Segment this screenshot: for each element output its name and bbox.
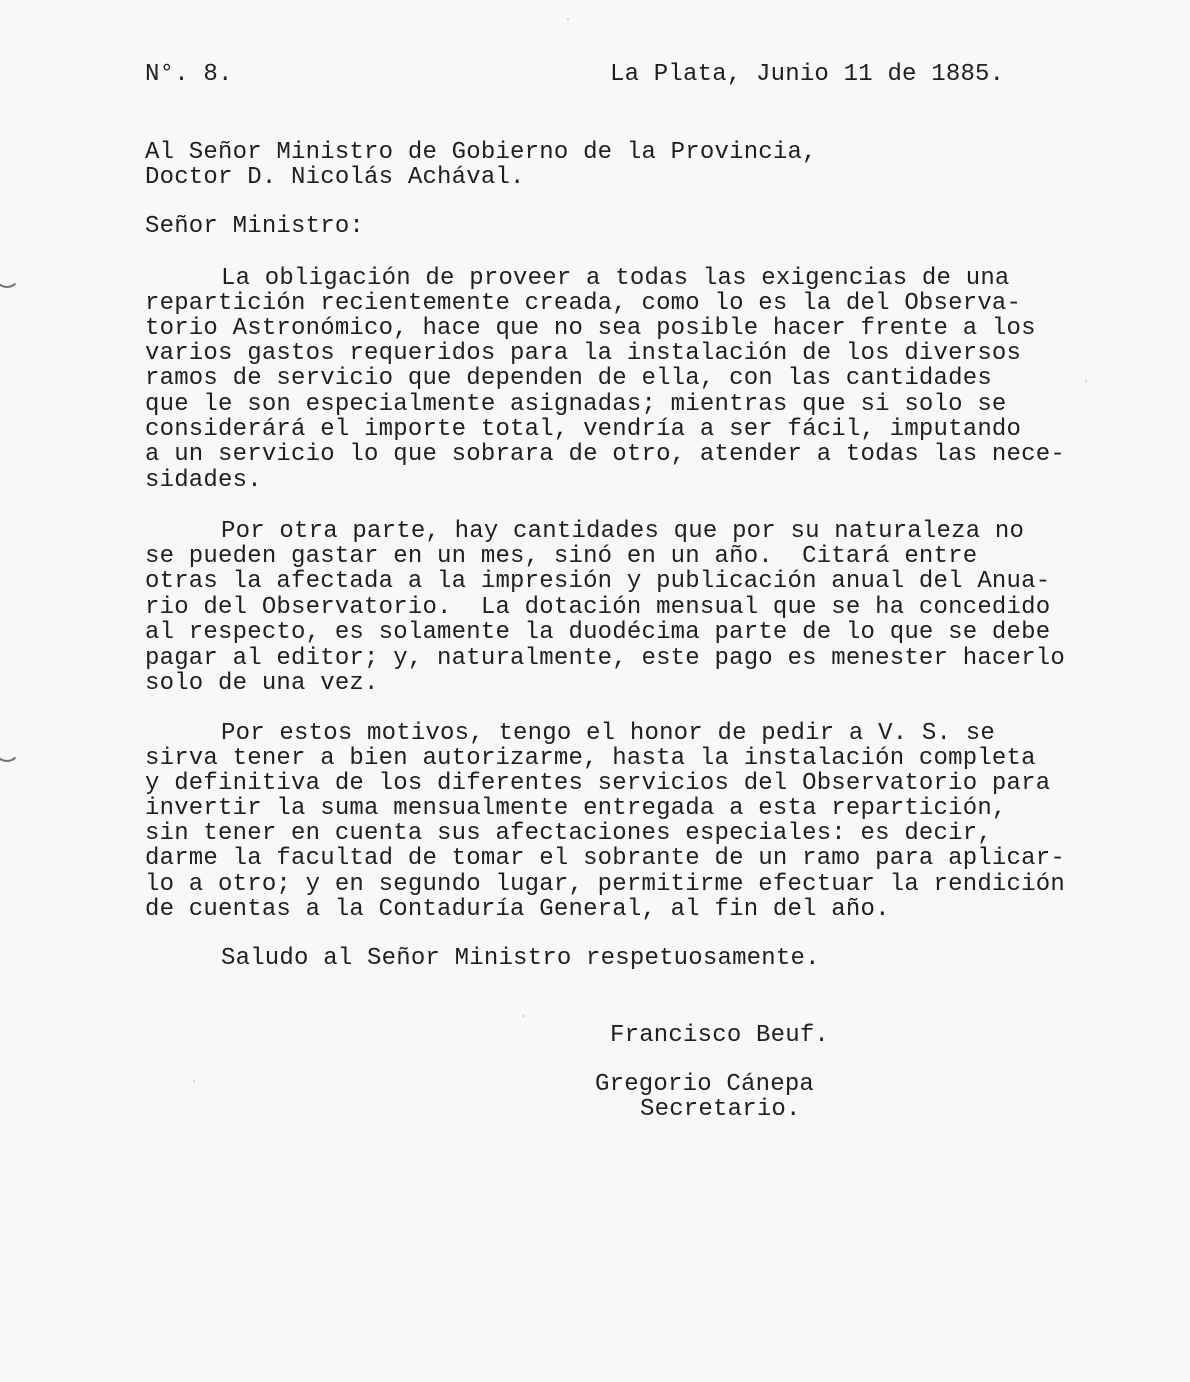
signature-secondary-title: Secretario. [640, 1096, 801, 1123]
recipient-line: Al Señor Ministro de Gobierno de la Provincia, [145, 139, 817, 166]
paragraph-1-line: repartición recientemente creada, como lo es la del Observa- [145, 290, 1022, 317]
paragraph-1-line: varios gastos requeridos para la instalación de los diversos [145, 340, 1022, 367]
paragraph-3-line: de cuentas a la Contaduría General, al fin del año. [145, 896, 890, 923]
paragraph-3-line: y definitiva de los diferentes servicios del Observatorio para [145, 770, 1051, 797]
paper-speck [522, 1015, 524, 1017]
paragraph-1-line: considerárá el importe total, vendría a ser fácil, imputando [145, 416, 1022, 443]
paper-speck [567, 18, 569, 20]
punch-hole-mark [0, 742, 20, 762]
place-date: La Plata, Junio 11 de 1885. [610, 61, 1005, 88]
paragraph-2-line: Por otra parte, hay cantidades que por su naturaleza no [221, 518, 1025, 545]
recipient-line: Doctor D. Nicolás Achával. [145, 164, 525, 191]
signature-primary: Francisco Beuf. [610, 1022, 830, 1049]
paragraph-1-line: que le son especialmente asignadas; mientras que si solo se [145, 391, 1007, 418]
paper-speck [1085, 380, 1087, 382]
paragraph-3-line: Por estos motivos, tengo el honor de pedir a V. S. se [221, 720, 995, 747]
paragraph-3-line: sirva tener a bien autorizarme, hasta la instalación completa [145, 745, 1036, 772]
salutation: Señor Ministro: [145, 213, 365, 240]
paragraph-2-line: solo de una vez. [145, 670, 379, 697]
paragraph-2-line: otras la afectada a la impresión y publicación anual del Anua- [145, 568, 1051, 595]
paragraph-3-line: sin tener en cuenta sus afectaciones especiales: es decir, [145, 820, 992, 847]
paragraph-3-line: invertir la suma mensualmente entregada a esta repartición, [145, 795, 1007, 822]
paragraph-1-line: torio Astronómico, hace que no sea posible hacer frente a los [145, 315, 1036, 342]
paragraph-2-line: rio del Observatorio. La dotación mensual que se ha concedido [145, 594, 1051, 621]
paragraph-2-line: se pueden gastar en un mes, sinó en un año. Citará entre [145, 543, 978, 570]
signature-secondary-name: Gregorio Cánepa [595, 1071, 815, 1098]
punch-hole-mark [0, 268, 20, 288]
paragraph-2-line: al respecto, es solamente la duodécima parte de lo que se debe [145, 619, 1051, 646]
paragraph-1-line: sidades. [145, 467, 262, 494]
paragraph-1-line: a un servicio lo que sobrara de otro, atender a todas las nece- [145, 441, 1065, 468]
paragraph-1-line: La obligación de proveer a todas las exigencias de una [221, 265, 1010, 292]
closing-line: Saludo al Señor Ministro respetuosamente. [221, 945, 820, 972]
paragraph-3-line: darme la facultad de tomar el sobrante de un ramo para aplicar- [145, 845, 1065, 872]
paragraph-1-line: ramos de servicio que dependen de ella, con las cantidades [145, 365, 992, 392]
document-number: N°. 8. [145, 61, 233, 88]
paper-speck [193, 1080, 195, 1082]
paragraph-3-line: lo a otro; y en segundo lugar, permitirme efectuar la rendición [145, 871, 1065, 898]
paragraph-2-line: pagar al editor; y, naturalmente, este pago es menester hacerlo [145, 645, 1065, 672]
